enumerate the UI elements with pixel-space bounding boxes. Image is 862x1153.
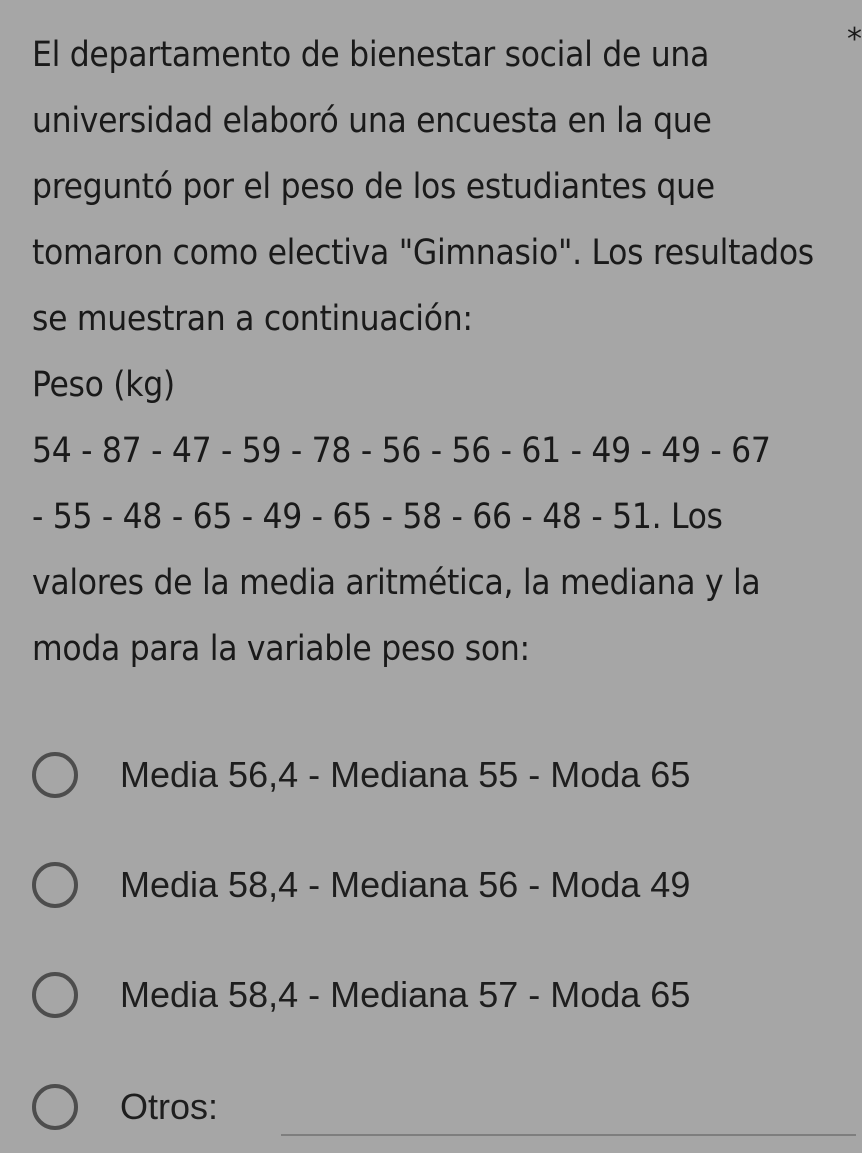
required-marker: *: [847, 22, 862, 57]
radio-button[interactable]: [32, 972, 78, 1018]
question-line: valores de la media aritmética, la mediana y la: [32, 563, 761, 603]
option-label: Media 58,4 - Mediana 57 - Moda 65: [120, 974, 691, 1015]
question-line: tomaron como electiva "Gimnasio". Los resultados: [32, 233, 814, 273]
option-label: Media 56,4 - Mediana 55 - Moda 65: [120, 754, 691, 795]
option-other[interactable]: [32, 1077, 832, 1137]
option-1[interactable]: [32, 745, 832, 805]
question-line: 54 - 87 - 47 - 59 - 78 - 56 - 56 - 61 - 49 - 49 - 67: [32, 431, 771, 471]
question-line: universidad elaboró una encuesta en la que: [32, 101, 712, 141]
option-label: Media 58,4 - Mediana 56 - Moda 49: [120, 864, 691, 905]
option-label: Otros:: [120, 1086, 219, 1127]
question-line: se muestran a continuación:: [32, 299, 473, 339]
question-line: - 55 - 48 - 65 - 49 - 65 - 58 - 66 - 48 - 51. Los: [32, 497, 723, 537]
question-line: preguntó por el peso de los estudiantes que: [32, 167, 715, 207]
option-2[interactable]: [32, 855, 832, 915]
option-3[interactable]: [32, 965, 832, 1025]
question-text: [32, 22, 832, 682]
question-line: Peso (kg): [32, 365, 175, 405]
radio-button[interactable]: [32, 862, 78, 908]
question-line: El departamento de bienestar social de una: [32, 35, 710, 75]
radio-button[interactable]: [32, 752, 78, 798]
radio-button[interactable]: [32, 1084, 78, 1130]
question-line: moda para la variable peso son:: [32, 629, 530, 669]
other-text-field[interactable]: [281, 1134, 856, 1136]
